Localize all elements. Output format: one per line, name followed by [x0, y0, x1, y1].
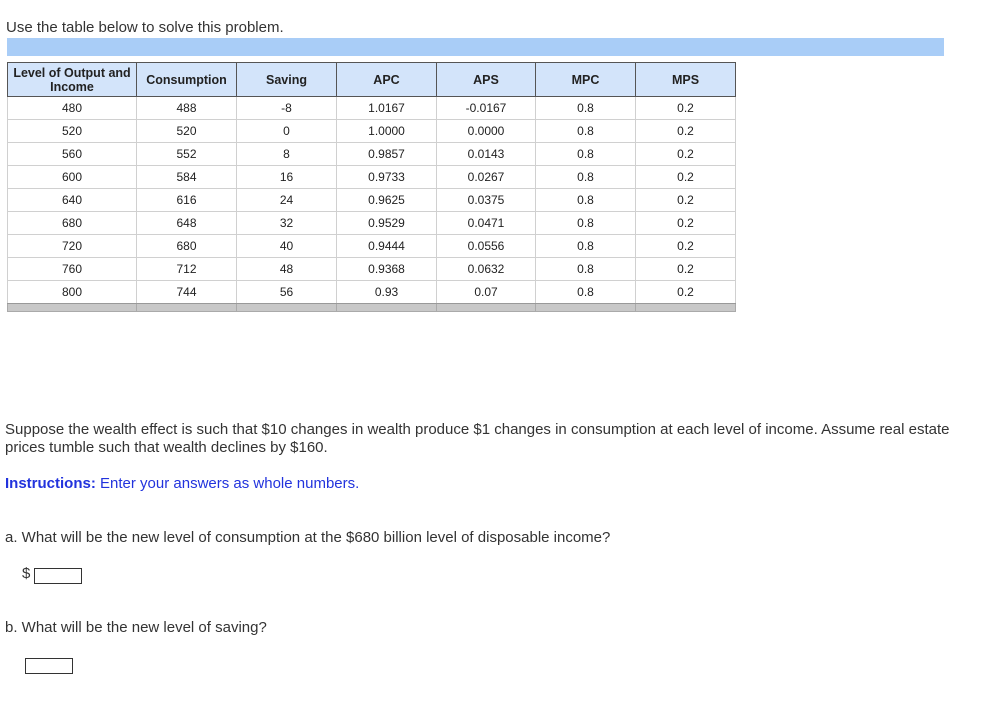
data-table [7, 62, 736, 312]
footer-cell [8, 304, 137, 312]
cell-saving: 8 [237, 143, 337, 166]
cell-apc: 0.9733 [337, 166, 437, 189]
cell-mpc: 0.8 [536, 235, 636, 258]
cell-saving: 56 [237, 281, 337, 304]
table-row [8, 281, 736, 304]
footer-cell [237, 304, 337, 312]
cell-consumption: 584 [137, 166, 237, 189]
cell-aps: 0.0143 [437, 143, 536, 166]
cell-aps: 0.0000 [437, 120, 536, 143]
footer-cell [536, 304, 636, 312]
header-mps: MPS [636, 63, 736, 97]
intro-text: Use the table below to solve this problem. [6, 19, 284, 36]
cell-mps: 0.2 [636, 166, 736, 189]
table-header-row [8, 63, 736, 97]
cell-saving: 32 [237, 212, 337, 235]
cell-aps: 0.0375 [437, 189, 536, 212]
cell-aps: 0.0556 [437, 235, 536, 258]
cell-saving: 24 [237, 189, 337, 212]
cell-mpc: 0.8 [536, 166, 636, 189]
cell-saving: 0 [237, 120, 337, 143]
cell-aps: 0.0267 [437, 166, 536, 189]
table-row [8, 143, 736, 166]
cell-consumption: 712 [137, 258, 237, 281]
dollar-sign: $ [22, 565, 31, 582]
cell-mps: 0.2 [636, 97, 736, 120]
footer-cell [636, 304, 736, 312]
cell-consumption: 552 [137, 143, 237, 166]
cell-saving: -8 [237, 97, 337, 120]
cell-mpc: 0.8 [536, 143, 636, 166]
table-footer-row [8, 304, 736, 312]
table-row [8, 120, 736, 143]
cell-mps: 0.2 [636, 120, 736, 143]
cell-mpc: 0.8 [536, 97, 636, 120]
cell-output-income: 680 [8, 212, 137, 235]
cell-mpc: 0.8 [536, 189, 636, 212]
question-b: b. What will be the new level of saving? [5, 619, 267, 636]
table-row [8, 189, 736, 212]
cell-consumption: 680 [137, 235, 237, 258]
cell-consumption: 616 [137, 189, 237, 212]
instructions-text: Enter your answers as whole numbers. [95, 475, 360, 492]
cell-consumption: 520 [137, 120, 237, 143]
cell-aps: 0.0471 [437, 212, 536, 235]
table-row [8, 212, 736, 235]
cell-output-income: 800 [8, 281, 137, 304]
cell-consumption: 648 [137, 212, 237, 235]
footer-cell [337, 304, 437, 312]
table-row [8, 97, 736, 120]
cell-output-income: 640 [8, 189, 137, 212]
cell-mps: 0.2 [636, 281, 736, 304]
header-consumption: Consumption [137, 63, 237, 97]
cell-aps: 0.0632 [437, 258, 536, 281]
cell-mpc: 0.8 [536, 212, 636, 235]
header-bar [7, 38, 944, 56]
footer-cell [137, 304, 237, 312]
cell-apc: 1.0000 [337, 120, 437, 143]
cell-saving: 40 [237, 235, 337, 258]
cell-apc: 0.9857 [337, 143, 437, 166]
question-a: a. What will be the new level of consumption at the $680 billion level of disposable income? [5, 529, 611, 546]
answer-b-input[interactable] [25, 658, 73, 674]
cell-mpc: 0.8 [536, 258, 636, 281]
cell-saving: 48 [237, 258, 337, 281]
answer-a-input[interactable] [34, 568, 82, 584]
footer-cell [437, 304, 536, 312]
cell-output-income: 760 [8, 258, 137, 281]
header-output-income: Level of Output and Income [8, 63, 137, 97]
cell-mpc: 0.8 [536, 281, 636, 304]
header-apc: APC [337, 63, 437, 97]
cell-mps: 0.2 [636, 212, 736, 235]
header-aps: APS [437, 63, 536, 97]
problem-text: Suppose the wealth effect is such that $10 changes in wealth produce $1 changes in consumption at each level of income. Assume real estate prices tumble such that wealth declines by $160. [5, 421, 950, 456]
cell-saving: 16 [237, 166, 337, 189]
cell-aps: 0.07 [437, 281, 536, 304]
table-row [8, 166, 736, 189]
table-body [8, 97, 736, 312]
cell-apc: 0.9368 [337, 258, 437, 281]
cell-output-income: 720 [8, 235, 137, 258]
table-row [8, 258, 736, 281]
cell-aps: -0.0167 [437, 97, 536, 120]
cell-output-income: 560 [8, 143, 137, 166]
table-row [8, 235, 736, 258]
cell-output-income: 480 [8, 97, 137, 120]
cell-mps: 0.2 [636, 258, 736, 281]
cell-mps: 0.2 [636, 143, 736, 166]
cell-apc: 0.9444 [337, 235, 437, 258]
cell-consumption: 488 [137, 97, 237, 120]
cell-mpc: 0.8 [536, 120, 636, 143]
cell-output-income: 520 [8, 120, 137, 143]
instructions [5, 475, 359, 492]
cell-consumption: 744 [137, 281, 237, 304]
instructions-label: Instructions: [5, 475, 96, 492]
cell-mps: 0.2 [636, 235, 736, 258]
cell-output-income: 600 [8, 166, 137, 189]
cell-apc: 1.0167 [337, 97, 437, 120]
cell-apc: 0.9625 [337, 189, 437, 212]
header-saving: Saving [237, 63, 337, 97]
header-mpc: MPC [536, 63, 636, 97]
cell-mps: 0.2 [636, 189, 736, 212]
cell-apc: 0.93 [337, 281, 437, 304]
cell-apc: 0.9529 [337, 212, 437, 235]
